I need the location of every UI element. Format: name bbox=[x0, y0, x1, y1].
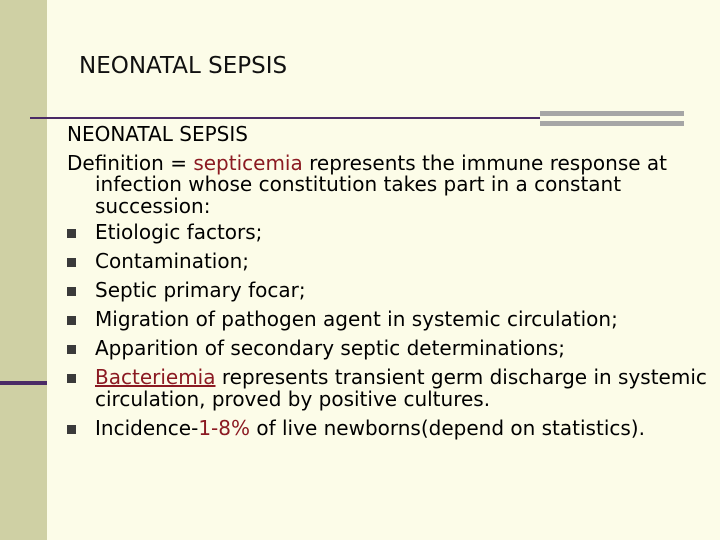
slide-title: NEONATAL SEPSIS bbox=[79, 53, 288, 79]
definition-term: septicemia bbox=[193, 150, 303, 175]
incidence-rest: of live newborns(depend on statistics). bbox=[250, 415, 645, 440]
list-item bbox=[67, 309, 707, 331]
bacteriemia-link[interactable]: Bacteriemia bbox=[95, 365, 216, 389]
definition-prefix: Definition = bbox=[67, 150, 194, 175]
list-item-incidence bbox=[67, 415, 707, 440]
list-item bbox=[67, 222, 707, 244]
title-divider-line bbox=[30, 117, 540, 119]
square-bullet-icon bbox=[67, 287, 76, 296]
square-bullet-icon bbox=[67, 345, 76, 354]
square-bullet-icon bbox=[67, 316, 76, 325]
definition-rest: represents the immune response at infection whose constitution takes part in a constant succession: bbox=[95, 150, 668, 218]
body-heading: NEONATAL SEPSIS bbox=[67, 122, 248, 146]
bacteriemia-rest: represents transient germ discharge in systemic circulation, proved by positive cultures. bbox=[95, 365, 707, 411]
incidence-value: 1-8% bbox=[198, 415, 250, 440]
list-item-text: Migration of pathogen agent in systemic circulation; bbox=[95, 307, 618, 331]
square-bullet-icon bbox=[67, 425, 76, 434]
list-item-text: Apparition of secondary septic determinations; bbox=[95, 336, 566, 360]
square-bullet-icon bbox=[67, 229, 76, 238]
square-bullet-icon bbox=[67, 258, 76, 267]
list-item-text: Etiologic factors; bbox=[95, 220, 263, 244]
left-decorative-band bbox=[0, 0, 47, 540]
list-item-bacteriemia bbox=[67, 367, 707, 410]
list-item bbox=[67, 280, 707, 302]
list-item bbox=[67, 251, 707, 273]
slide-body bbox=[67, 124, 707, 447]
definition-paragraph bbox=[67, 150, 707, 218]
square-bullet-icon bbox=[67, 374, 76, 383]
list-item bbox=[67, 338, 707, 360]
list-item-text: Septic primary focar; bbox=[95, 278, 306, 302]
list-item-text: Contamination; bbox=[95, 249, 249, 273]
incidence-prefix: Incidence- bbox=[95, 415, 199, 440]
bullet-list bbox=[67, 222, 707, 439]
title-divider-gray-top bbox=[540, 111, 684, 116]
left-accent-bar bbox=[0, 381, 47, 385]
